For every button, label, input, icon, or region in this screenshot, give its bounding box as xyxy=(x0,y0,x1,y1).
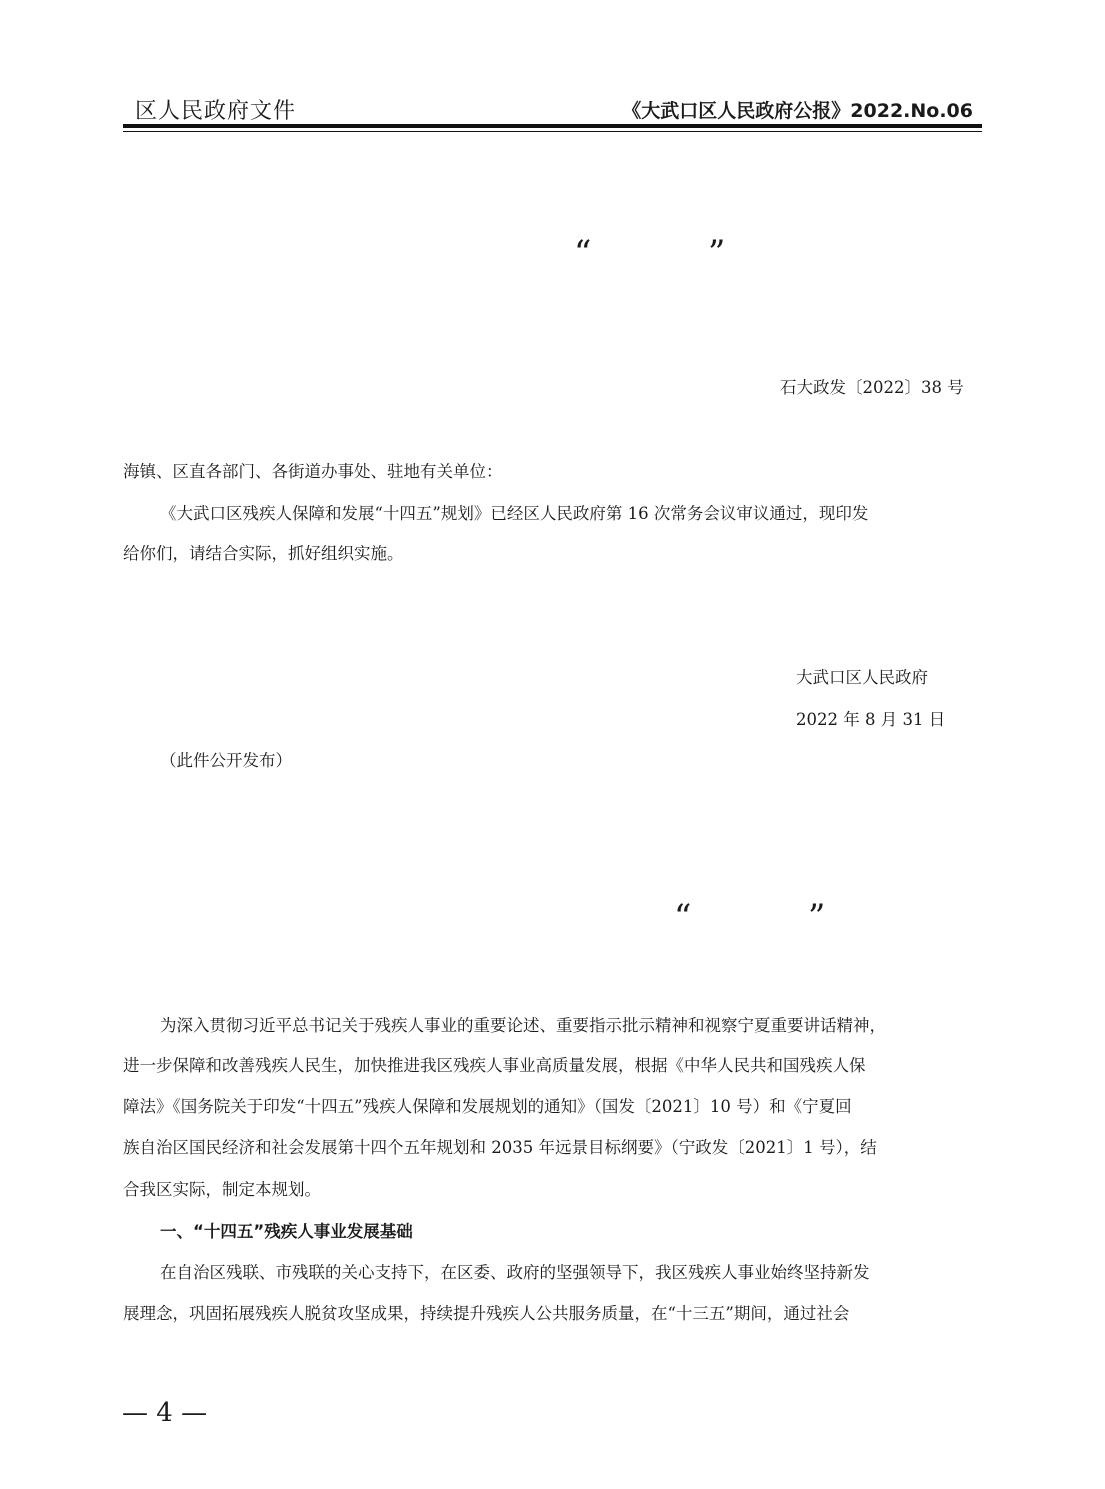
section-1-line-1: 在自治区残联、市残联的关心支持下，在区委、政府的坚强领导下，我区残疾人事业始终坚持新发 xyxy=(160,1263,870,1282)
intro-line-1: 为深入贯彻习近平总书记关于残疾人事业的重要论述、重要指示批示精神和视察宁夏重要讲话精神， xyxy=(160,1016,886,1035)
title2-open-quote: “ xyxy=(674,897,692,937)
title1-open-quote: “ xyxy=(574,233,592,273)
notice-body-line-1: 《大武口区残疾人保障和发展“十四五”规划》已经区人民政府第 16 次常务会议审议通过，现印发 xyxy=(160,504,869,523)
header-section-label: 区人民政府文件 xyxy=(135,99,297,124)
notice-body-line-2: 给你们，请结合实际，抓好组织实施。 xyxy=(123,544,404,563)
header-rule-thin xyxy=(123,131,982,132)
document-number: 石大政发〔2022〕38 号 xyxy=(780,378,964,397)
publish-note: （此件公开发布） xyxy=(160,751,292,770)
title2-close-quote: ” xyxy=(808,897,826,937)
page-number: — 4 — xyxy=(122,1398,208,1428)
signature-date: 2022 年 8 月 31 日 xyxy=(796,710,946,729)
header-publication-title: 《大武口区人民政府公报》2022.No.06 xyxy=(622,100,973,122)
title1-close-quote: ” xyxy=(708,233,726,273)
intro-line-5: 合我区实际，制定本规划。 xyxy=(123,1180,321,1199)
signature-org: 大武口区人民政府 xyxy=(796,668,928,687)
intro-line-4: 族自治区国民经济和社会发展第十四个五年规划和 2035 年远景目标纲要》（宁政发〔2021〕1 号），结 xyxy=(123,1138,877,1157)
header-rule-thick xyxy=(123,124,982,128)
intro-line-2: 进一步保障和改善残疾人民生，加快推进我区残疾人事业高质量发展，根据《中华人民共和国残疾人保 xyxy=(123,1056,866,1075)
section-1-heading: 一、“十四五”残疾人事业发展基础 xyxy=(160,1222,413,1241)
notice-recipients: 海镇、区直各部门、各街道办事处、驻地有关单位： xyxy=(123,462,503,481)
section-1-line-2: 展理念，巩固拓展残疾人脱贫攻坚成果，持续提升残疾人公共服务质量，在“十三五”期间，通过社会 xyxy=(123,1304,850,1323)
intro-line-3: 障法》《国务院关于印发“十四五”残疾人保障和发展规划的通知》（国发〔2021〕10 号）和《宁夏回 xyxy=(123,1097,852,1116)
